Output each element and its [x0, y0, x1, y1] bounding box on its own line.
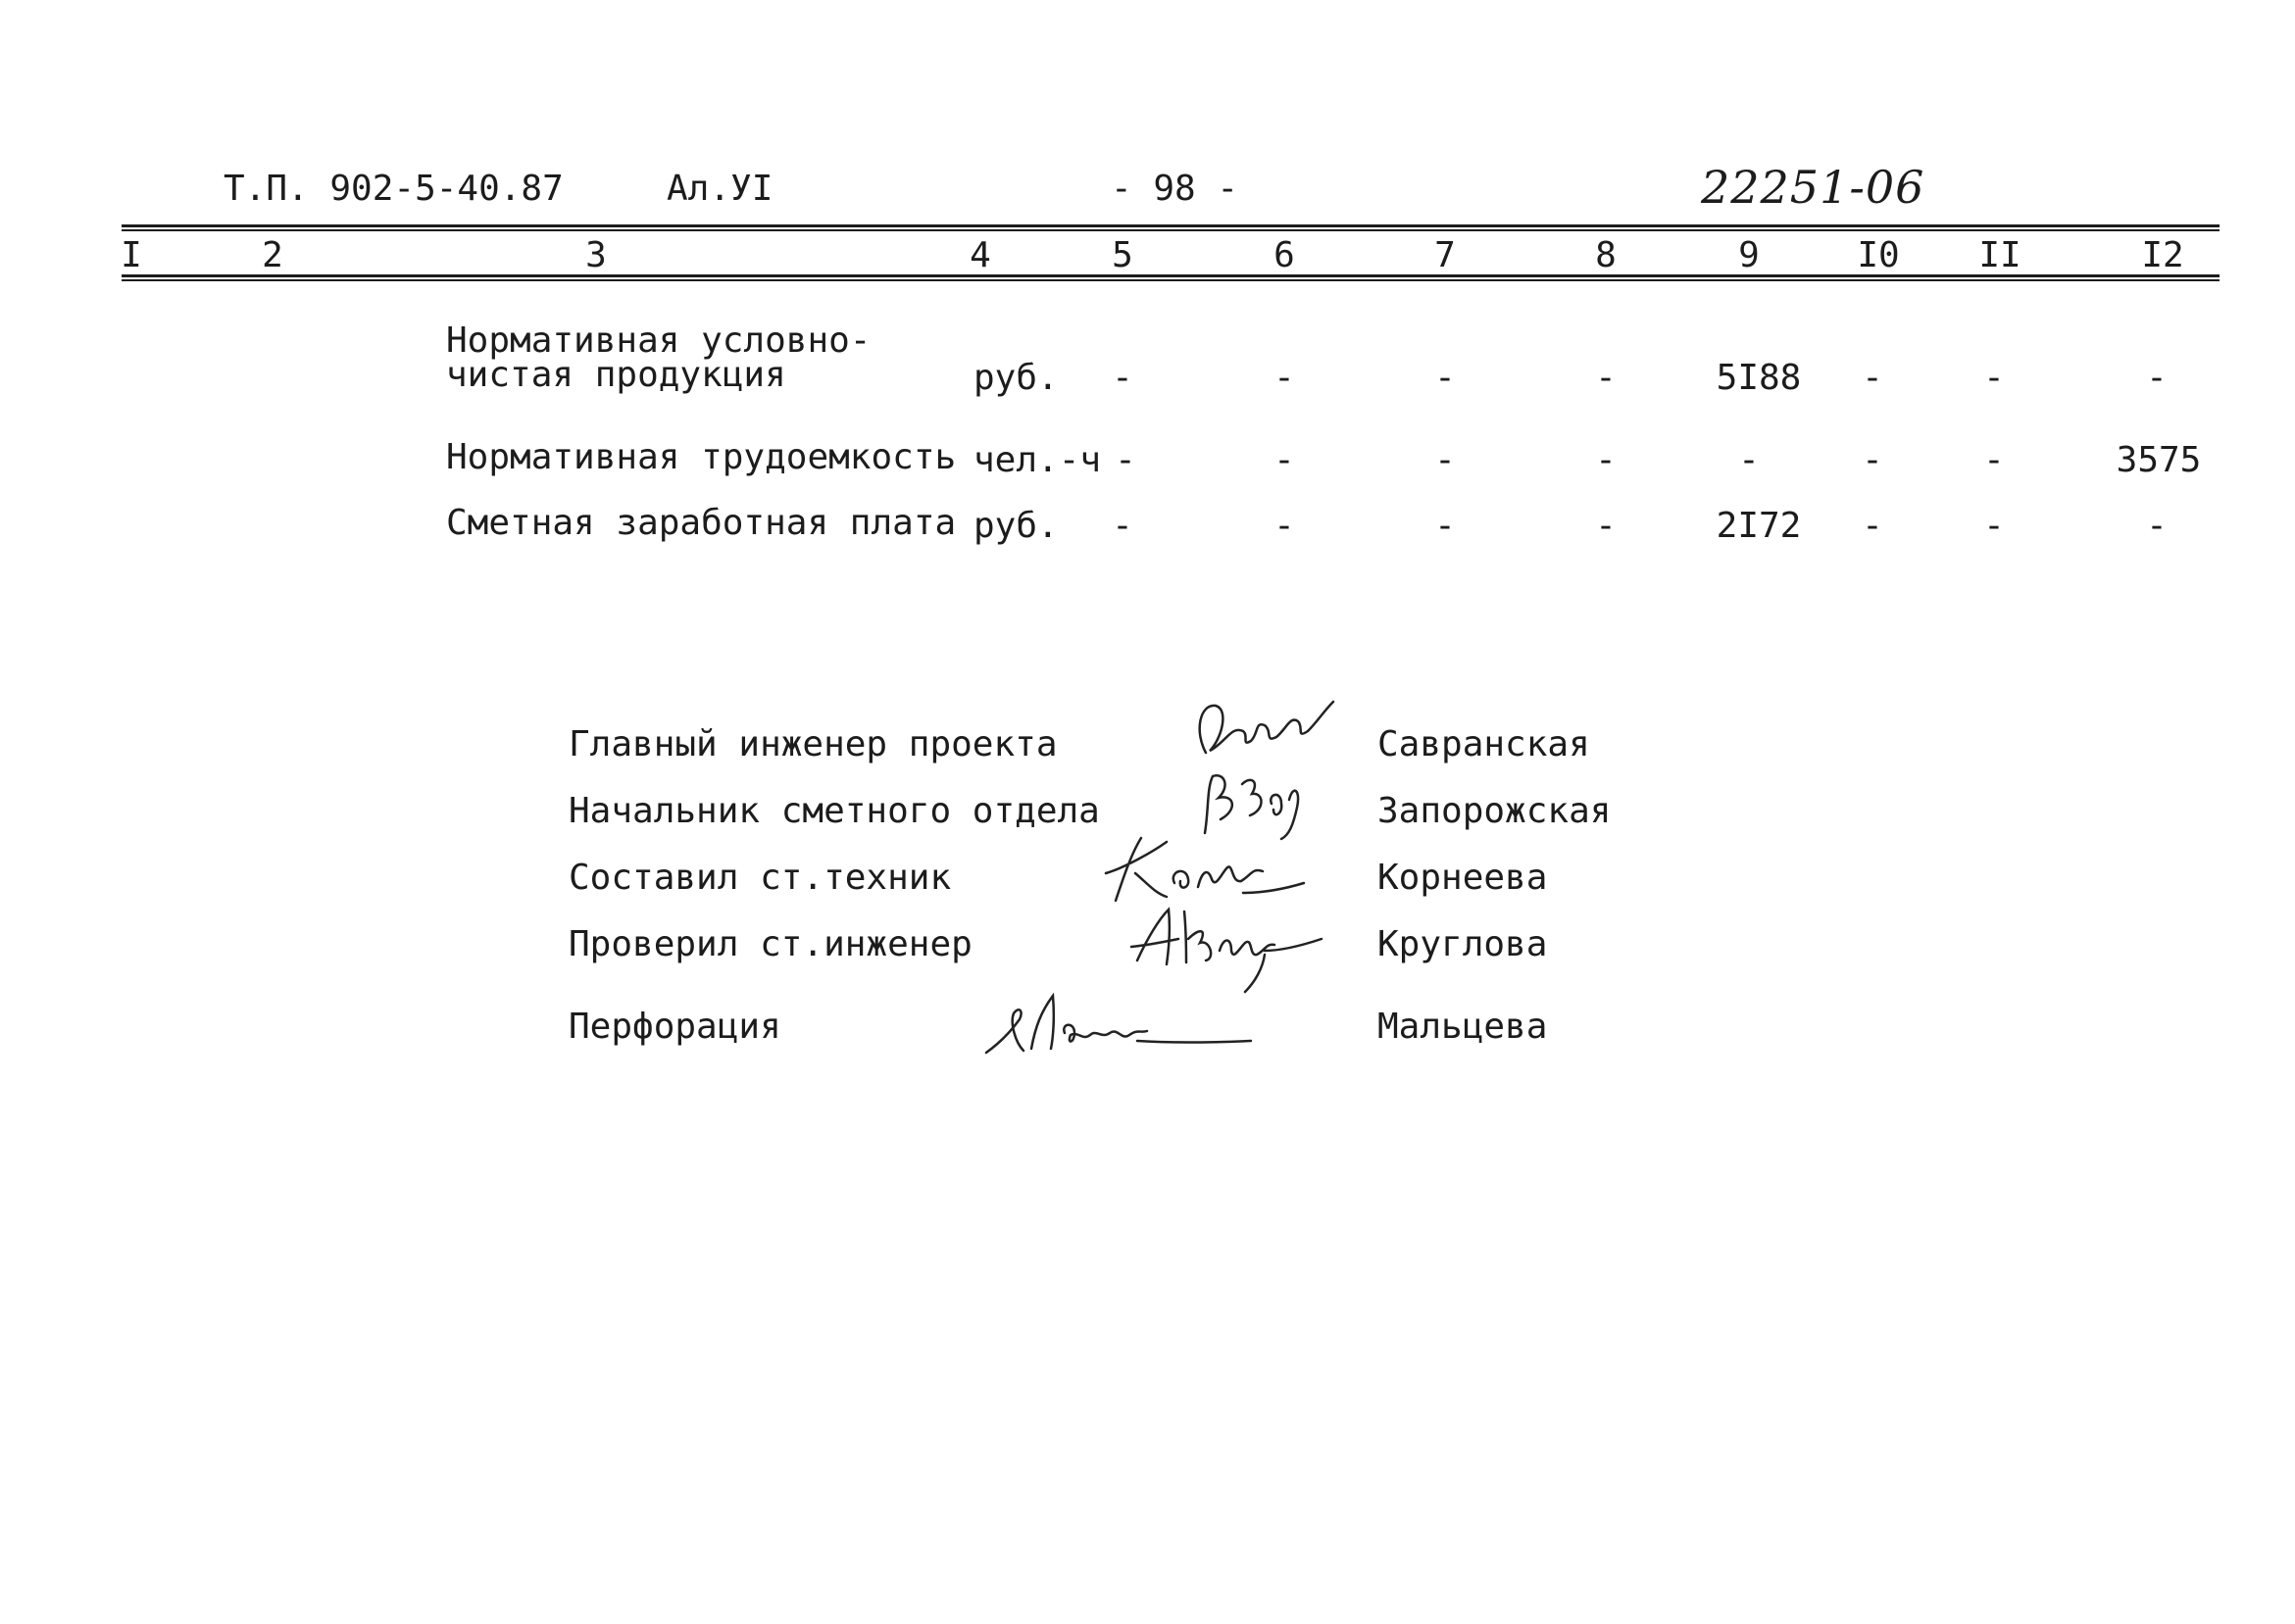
cell-col5: - [1115, 440, 1136, 480]
row-unit: руб. [973, 358, 1059, 398]
cell-col11: - [1983, 358, 2005, 398]
column-header-5: 5 [1112, 235, 1133, 275]
column-header-12: I2 [2141, 235, 2184, 275]
cell-col7: - [1434, 506, 1456, 546]
cell-col7: - [1434, 440, 1456, 480]
cell-col12: 3575 [2116, 440, 2202, 480]
cell-col12: - [2146, 506, 2168, 546]
row-label: Нормативная условно- [446, 320, 872, 361]
cell-col11: - [1983, 440, 2005, 480]
row-unit: руб. [973, 506, 1059, 546]
cell-col9: - [1738, 440, 1760, 480]
row-label: Нормативная трудоемкость [446, 437, 957, 477]
cell-col8: - [1595, 440, 1617, 480]
signer-name: Савранская [1377, 724, 1590, 764]
signature-scribble-5 [980, 984, 1274, 1062]
cell-col9: 2I72 [1716, 506, 1802, 546]
column-header-11: II [1978, 235, 2021, 275]
column-header-2: 2 [262, 235, 283, 275]
document-code: Т.П. 902-5-40.87 [224, 169, 564, 209]
cell-col12: - [2146, 358, 2168, 398]
signer-role: Перфорация [569, 1007, 781, 1047]
cell-col5: - [1112, 358, 1133, 398]
column-header-7: 7 [1434, 235, 1456, 275]
signature-scribble-3 [1096, 828, 1312, 907]
row-label-continued: чистая продукция [446, 355, 786, 395]
row-label: Сметная заработная плата [446, 503, 957, 543]
column-header-9: 9 [1738, 235, 1760, 275]
column-header-8: 8 [1595, 235, 1617, 275]
cell-col11: - [1983, 506, 2005, 546]
cell-col5: - [1112, 506, 1133, 546]
cell-col6: - [1273, 358, 1295, 398]
header-bottom-rule-2 [122, 279, 2220, 281]
signer-name: Запорожская [1377, 791, 1612, 831]
cell-col10: - [1862, 358, 1883, 398]
handwritten-document-number: 22251-06 [1701, 161, 1925, 214]
cell-col6: - [1273, 506, 1295, 546]
cell-col10: - [1862, 506, 1883, 546]
album-number: Ал.УI [667, 169, 773, 209]
header-top-rule-2 [122, 229, 2220, 231]
row-unit: чел.-ч [973, 440, 1102, 480]
cell-col7: - [1434, 358, 1456, 398]
column-header-4: 4 [970, 235, 991, 275]
signer-name: Круглова [1377, 924, 1548, 964]
signer-role: Составил ст.техник [569, 858, 952, 898]
column-header-6: 6 [1273, 235, 1295, 275]
column-header-3: 3 [585, 235, 607, 275]
header-bottom-rule [122, 274, 2220, 277]
column-header-1: I [121, 235, 142, 275]
column-header-10: I0 [1857, 235, 1900, 275]
signature-scribble-4 [1118, 900, 1333, 998]
signer-name: Мальцева [1377, 1007, 1548, 1047]
cell-col8: - [1595, 358, 1617, 398]
header-top-rule [122, 224, 2220, 227]
signer-name: Корнеева [1377, 858, 1548, 898]
signature-scribble-1 [1186, 692, 1343, 770]
signer-role: Начальник сметного отдела [569, 791, 1100, 831]
cell-col9: 5I88 [1716, 358, 1802, 398]
signer-role: Проверил ст.инженер [569, 924, 973, 964]
signer-role: Главный инженер проекта [569, 724, 1058, 764]
cell-col8: - [1595, 506, 1617, 546]
cell-col6: - [1273, 440, 1295, 480]
cell-col10: - [1862, 440, 1883, 480]
page-number: - 98 - [1111, 169, 1239, 209]
